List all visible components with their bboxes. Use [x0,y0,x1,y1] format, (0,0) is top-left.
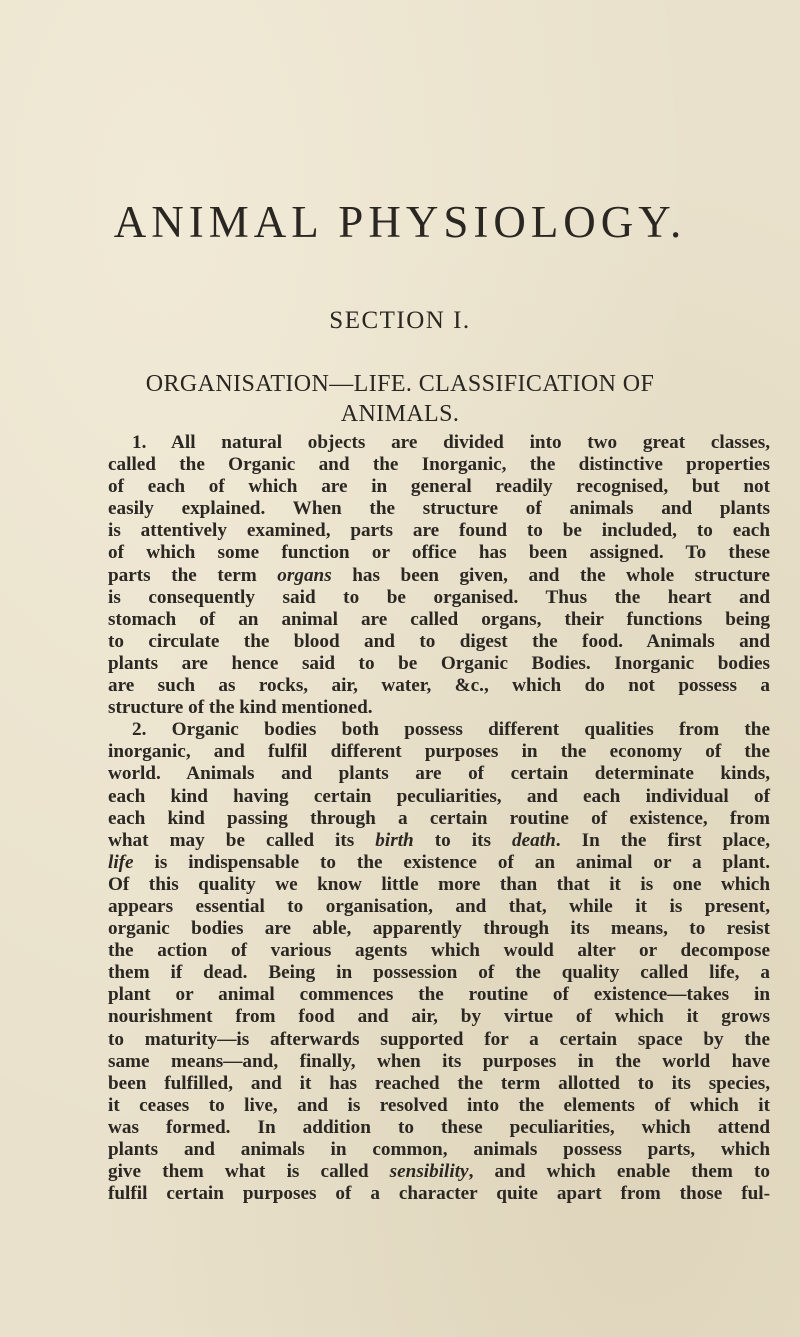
text-line: plant or animal commences the routine of existence—takes in [108,984,770,1006]
text-line [108,565,770,587]
text-line: easily explained. When the structure of animals and plants [108,498,770,520]
page-title: ANIMAL PHYSIOLOGY. [113,197,687,247]
text-fragment: . In the first place, [555,829,771,851]
text-line: plants are hence said to be Organic Bodies. Inorganic bodies [108,652,770,674]
text-fragment: to its [413,829,513,851]
text-line: structure of the kind mentioned. [108,697,373,719]
text-line: is consequently said to be organised. Thus the heart and [108,586,770,608]
text-line: it ceases to live, and is resolved into the elements of which it [108,1094,770,1116]
text-line: 2. Organic bodies both possess different qualities from the [132,719,770,741]
text-line: are such as rocks, air, water, &c., which do not possess a [108,675,770,697]
text-line: to circulate the blood and to digest the food. Animals and [108,630,770,652]
text-line: fulfil certain purposes of a character quite apart from those ful- [108,1183,770,1205]
text-line: of which some function or office has been assigned. To these [108,542,770,564]
subtitle-line-1: ORGANISATION—LIFE. CLASSIFICATION OF [145,371,655,397]
text-line: was formed. In addition to these peculiarities, which attend [108,1116,770,1138]
text-fragment: parts the term [108,564,278,586]
text-line: each kind passing through a certain routine of existence, from [108,807,770,829]
italic-term: death [512,829,556,851]
text-line: to maturity—is afterwards supported for a certain space by the [108,1028,770,1050]
text-line [108,830,770,852]
text-line: of each of which are in general readily recognised, but not [108,476,770,498]
text-line: inorganic, and fulfil different purposes in the economy of the [108,741,770,763]
text-fragment: has been given, and the whole structure [331,564,770,586]
section-heading: SECTION I. [329,307,471,334]
text-line: them if dead. Being in possession of the quality called life, a [108,962,770,984]
text-line: plants and animals in common, animals possess parts, which [108,1139,770,1160]
text-line: Of this quality we know little more than that it is one which [108,873,770,895]
paragraph-2 [108,719,770,1205]
italic-term: birth [375,829,414,851]
text-line: is attentively examined, parts are found to be included, to each [108,520,770,542]
text-line: world. Animals and plants are of certain determinate kinds, [108,763,770,785]
section-subtitle [70,369,730,429]
subtitle-line-2: ANIMALS. [340,401,460,427]
text-line: 1. All natural objects are divided into two great classes, [132,432,770,453]
text-line: same means—and, finally, when its purposes in the world have [108,1050,770,1072]
italic-term: sensibility [389,1161,469,1183]
text-fragment: is indispensable to the existence of an animal or a plant. [133,851,770,873]
text-line: stomach of an animal are called organs, their functions being [108,608,770,630]
text-line: the action of various agents which would alter or decompose [108,940,770,962]
text-line: each kind having certain peculiarities, and each individual of [108,785,770,807]
text-fragment: what may be called its [108,829,376,851]
text-line: organic bodies are able, apparently through its means, to resist [108,918,770,940]
text-line: been fulfilled, and it has reached the term allotted to its species, [108,1072,770,1094]
paragraph-1 [108,432,770,719]
italic-term: life [108,851,134,873]
body-text [108,432,770,1205]
italic-term: organs [277,564,332,586]
text-fragment: , and which enable them to [468,1161,770,1183]
text-line: appears essential to organisation, and that, while it is present, [108,895,770,917]
text-line: called the Organic and the Inorganic, the distinctive properties [108,454,770,476]
text-line [108,1161,770,1183]
text-line: nourishment from food and air, by virtue of which it grows [108,1006,770,1028]
text-fragment: give them what is called [108,1161,390,1183]
text-line [108,852,770,874]
